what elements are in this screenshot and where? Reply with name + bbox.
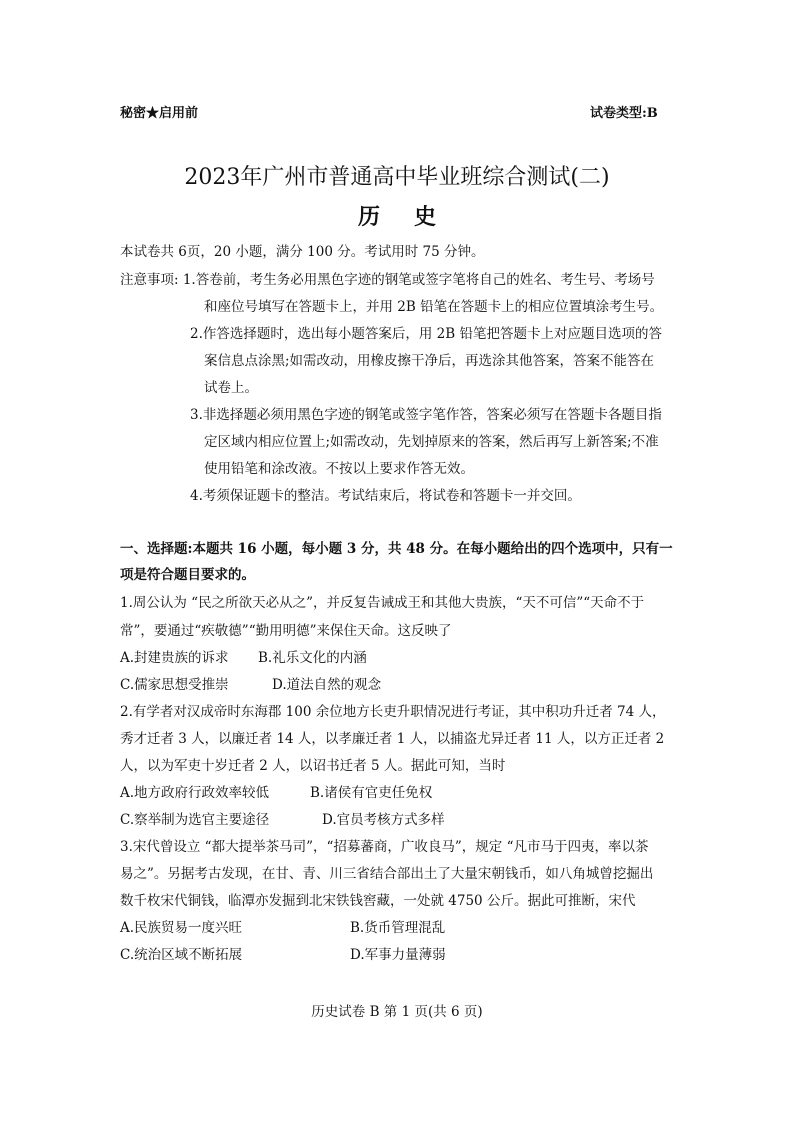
question-3-option-b: B.货币管理混乱 [350,920,446,936]
paper-type-label: 试卷类型:B [590,106,658,121]
question-3-stem-end: 数千枚宋代铜钱，临潭亦发掘到北宋铁钱窖藏，一处就 4750 公斤。据此可推断，宋代 [120,893,636,909]
exam-title: 2023年广州市普通高中毕业班综合测试(二) [184,165,610,190]
notes-item-1: 注意事项: 1.答卷前，考生务必用黑色字迹的钢笔或签字笔将自己的姓名、考生号、考场号 [120,272,655,288]
question-2-stem: 2.有学者对汉成帝时东海郡 100 余位地方长吏升职情况进行考证，其中积功升迁者 74 人， [120,704,666,720]
notes-item-3-cont: 定区域内相应位置上;如需改动，先划掉原来的答案，然后再写上新答案;不准 [204,434,659,450]
question-2-stem-cont: 秀才迁者 3 人，以廉迁者 14 人，以孝廉迁者 1 人，以捕盗尤异迁者 11 人，以方正迁者 2 [120,731,665,747]
notes-item-1-cont: 和座位号填写在答题卡上，并用 2B 铅笔在答题卡上的相应位置填涂考生号。 [204,299,664,315]
notes-item-2-cont: 案信息点涂黑;如需改动，用橡皮擦干净后，再选涂其他答案，答案不能答在 [204,353,655,369]
notes-item-4: 4.考须保证题卡的整洁。考试结束后，将试卷和答题卡一并交回。 [190,488,581,504]
question-3-option-d: D.军事力量薄弱 [350,947,446,963]
question-1-option-b: B.礼乐文化的内涵 [258,650,367,666]
question-2-option-c: C.察举制为选官主要途径 [120,812,270,828]
question-3-option-c: C.统治区域不断拓展 [120,947,243,963]
question-1-stem-cont: 常”，要通过“疾敬德”“勤用明德”来保住天命。这反映了 [120,623,452,639]
page-footer: 历史试卷 B 第 1 页(共 6 页) [311,1004,483,1020]
notes-item-2: 2.作答选择题时，选出每小题答案后，用 2B 铅笔把答题卡上对应题目选项的答 [190,326,662,342]
notes-item-3: 3.非选择题必须用黑色字迹的钢笔或签字笔作答，答案必须写在答题卡各题目指 [190,407,662,423]
notes-item-2-end: 试卷上。 [204,380,258,396]
question-3-stem-cont: 易之”。另据考古发现，在甘、青、川三省结合部出土了大量宋朝钱币，如八角城曾挖掘出 [120,866,654,882]
secret-label: 秘密★启用前 [120,106,199,121]
subject-title: 历史 [357,204,470,230]
question-2-option-b: B.诸侯有官吏任免权 [310,785,433,801]
notes-item-3-end: 使用铅笔和涂改液。不按以上要求作答无效。 [204,461,474,477]
question-1-option-d: D.道法自然的观念 [272,677,382,693]
question-1-option-c: C.儒家思想受推崇 [120,677,229,693]
question-2-stem-end: 人，以为军吏十岁迁者 2 人，以诏书迁者 5 人。据此可知，当时 [120,758,506,774]
section-heading: 一、选择题:本题共 16 小题，每小题 3 分，共 48 分。在每小题给出的四个选项中，只有一 [120,541,673,557]
question-1-stem: 1.周公认为 “民之所欲天必从之”，并反复告诫成王和其他大贵族，“天不可信”“天命不于 [120,595,645,611]
question-1-option-a: A.封建贵族的诉求 [120,650,229,666]
question-3-option-a: A.民族贸易一度兴旺 [120,920,243,936]
section-heading-cont: 项是符合题目要求的。 [120,567,255,583]
question-3-stem: 3.宋代曾设立 “都大提举茶马司”，“招募蕃商，广收良马”，规定 “凡市马于四夷，率以茶 [120,839,649,855]
question-2-option-a: A.地方政府行政效率较低 [120,785,270,801]
exam-intro: 本试卷共 6页，20 小题，满分 100 分。考试用时 75 分钟。 [120,244,485,260]
question-2-option-d: D.官员考核方式多样 [322,812,445,828]
